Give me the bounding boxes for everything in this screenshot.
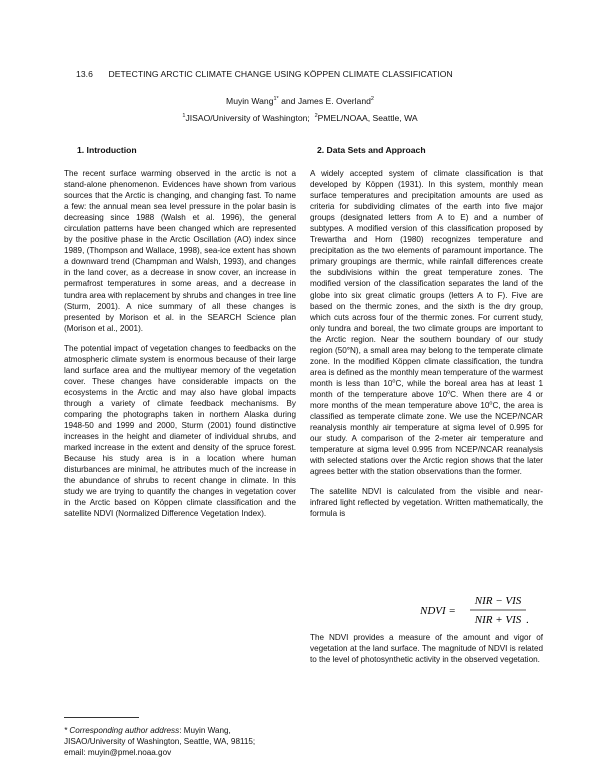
footnote-divider xyxy=(64,717,139,718)
affil-1-sup: 1 xyxy=(182,113,186,120)
author-2: James E. Overland xyxy=(297,96,371,106)
author-1-sup: 1* xyxy=(273,96,279,103)
degree-sup-1: o xyxy=(392,378,396,385)
affil-2: PMEL/NOAA, Seattle, WA xyxy=(317,113,418,123)
intro-paragraph-2: The potential impact of vegetation changes to feedbacks on the atmospheric climate system is enormous because of their large land surface area and the multiyear memory of the vegetation cover. These changes have considerable impacts on the ecosystems in the Arctic and may also have global impacts through a variety of climate feedback mechanisms. By comparing the photographs taken in northern Alaska during 1948-50 and 1999 and 2000, Sturm (2001) found distinctive increases in the height and diameter of individual shrubs, and marked increase in the extent and density of the spruce forest. Because his study area is in a location where human disturbances are minimal, he attributes much of the increase in the abundance of shrubs to recent change in climate. In this study we are trying to quantify the changes in vegetation cover in the Arctic based on Köppen climate classification and the satellite NDVI (Normalized Difference Vegetation Index). xyxy=(64,343,296,519)
footnote-text: : Muyin Wang, JISAO/University of Washington, Seattle, WA, 98115; email: muyin@pmel.noaa.gov xyxy=(64,726,256,757)
footnote-label: * Corresponding author address xyxy=(64,726,180,735)
affil-1: JISAO/University of Washington; xyxy=(185,113,310,123)
paper-title: DETECTING ARCTIC CLIMATE CHANGE USING KÖPPEN CLIMATE CLASSIFICATION xyxy=(108,69,453,79)
data-paragraph-2: The satellite NDVI is calculated from the visible and near-infrared light reflected by vegetation. Written mathematically, the formula is xyxy=(310,487,543,519)
author-and: and xyxy=(278,96,298,106)
section-1-title: 1. Introduction xyxy=(77,145,137,155)
formula-denominator: NIR + VIS xyxy=(474,614,522,626)
data-p1-part-d: C, the area is classified as temperate climate zone. We use the NCEP/NCAR reanalysis monthly air temperature at sigma level of 0.995 for our study. A comparison of the 2-meter air temperature and temperature at sigma level 0.995 from NCEP/NCAR reanalysis with selected stations over the Arctic region shows that the later agrees better with the station observations than the former. xyxy=(310,400,543,477)
formula-period: . xyxy=(526,614,529,626)
affiliation-line xyxy=(0,113,600,123)
degree-sup-3: o xyxy=(489,400,493,407)
author-line xyxy=(0,96,600,106)
footnote xyxy=(64,725,264,758)
paper-number: 13.6 xyxy=(76,69,93,79)
data-p1-part-a: A widely accepted system of climate classification is that developed by Köppen (1931). In this system, monthly mean surface temperatures and precipitation amounts are used as criteria for subdividing climates of the earth into five major groups (designated letters from A to E) and a number of subtypes. A modified version of this classification proposed by Trewartha and Horn (1980) recognizes temperature and precipitation as the two elements of paramount importance. The primary groupings are thermic, while rainfall differences create the subdivisions within the great temperature zones. The modified version of the classification separates the land of the globe into six great climatic groups (letters A to F). Five are based on the thermic zones, and the sixth is the dry group, which cuts across four of the thermic zones. For current study, only tundra and boreal, the two climate groups are important to the Arctic region. Near the southern boundary of our study region (50°N), a small area may belong to the temperate climate zone. In the modified Köppen climate classification, the tundra area is defined as the monthly mean temperature of the warmest month is less than 10 xyxy=(310,169,543,388)
formula-lhs: NDVI = xyxy=(420,605,456,617)
ndvi-formula xyxy=(420,591,530,631)
data-paragraph-1 xyxy=(310,168,543,477)
formula-numerator: NIR − VIS xyxy=(474,595,522,607)
right-column xyxy=(310,168,543,528)
intro-paragraph-1: The recent surface warming observed in the arctic is not a stand-alone phenomenon. Evidences have shown from various sources that the Arctic is changing, and changing fast. To name a few: the annual mean sea level pressure in the polar basin is decreasing since 1988 (Walsh et al. 1996), the general circulation patterns have been changed which are represented by the positive phase in the Arctic Oscillation (AO) index since 1989, (Thompson and Wallace, 1998), sea-ice extent has shown a downward trend (Champman and Walsh, 1993), and changes in the land cover, as a decrease in snow cover, an increase in permafrost temperatures in some areas, and a decrease in tundra area with replacement by shrubs and changes in tree line (Sturm, 2001). A nice summary of all these changes is presented by Morison et al. in the SEARCH Science plan (Morison et al., 2001). xyxy=(64,169,296,333)
affil-2-sup: 2 xyxy=(314,113,318,120)
left-column xyxy=(64,168,296,528)
data-p1-part-c: C. When there are 4 or more months of the mean temperature above 10 xyxy=(310,389,543,410)
data-paragraph-3: The NDVI provides a measure of the amount and vigor of vegetation at the land surface. The magnitude of NDVI is related to the level of photosynthetic activity in the observed vegetation. xyxy=(310,633,543,665)
section-2-title: 2. Data Sets and Approach xyxy=(317,145,426,155)
degree-sup-2: o xyxy=(447,389,451,396)
author-1: Muyin Wang xyxy=(226,96,274,106)
data-p1-part-b: C, while the boreal area has at least 1 month of the temperature above 10 xyxy=(310,378,544,399)
paper-heading xyxy=(76,69,453,79)
author-2-sup: 2 xyxy=(370,96,374,103)
